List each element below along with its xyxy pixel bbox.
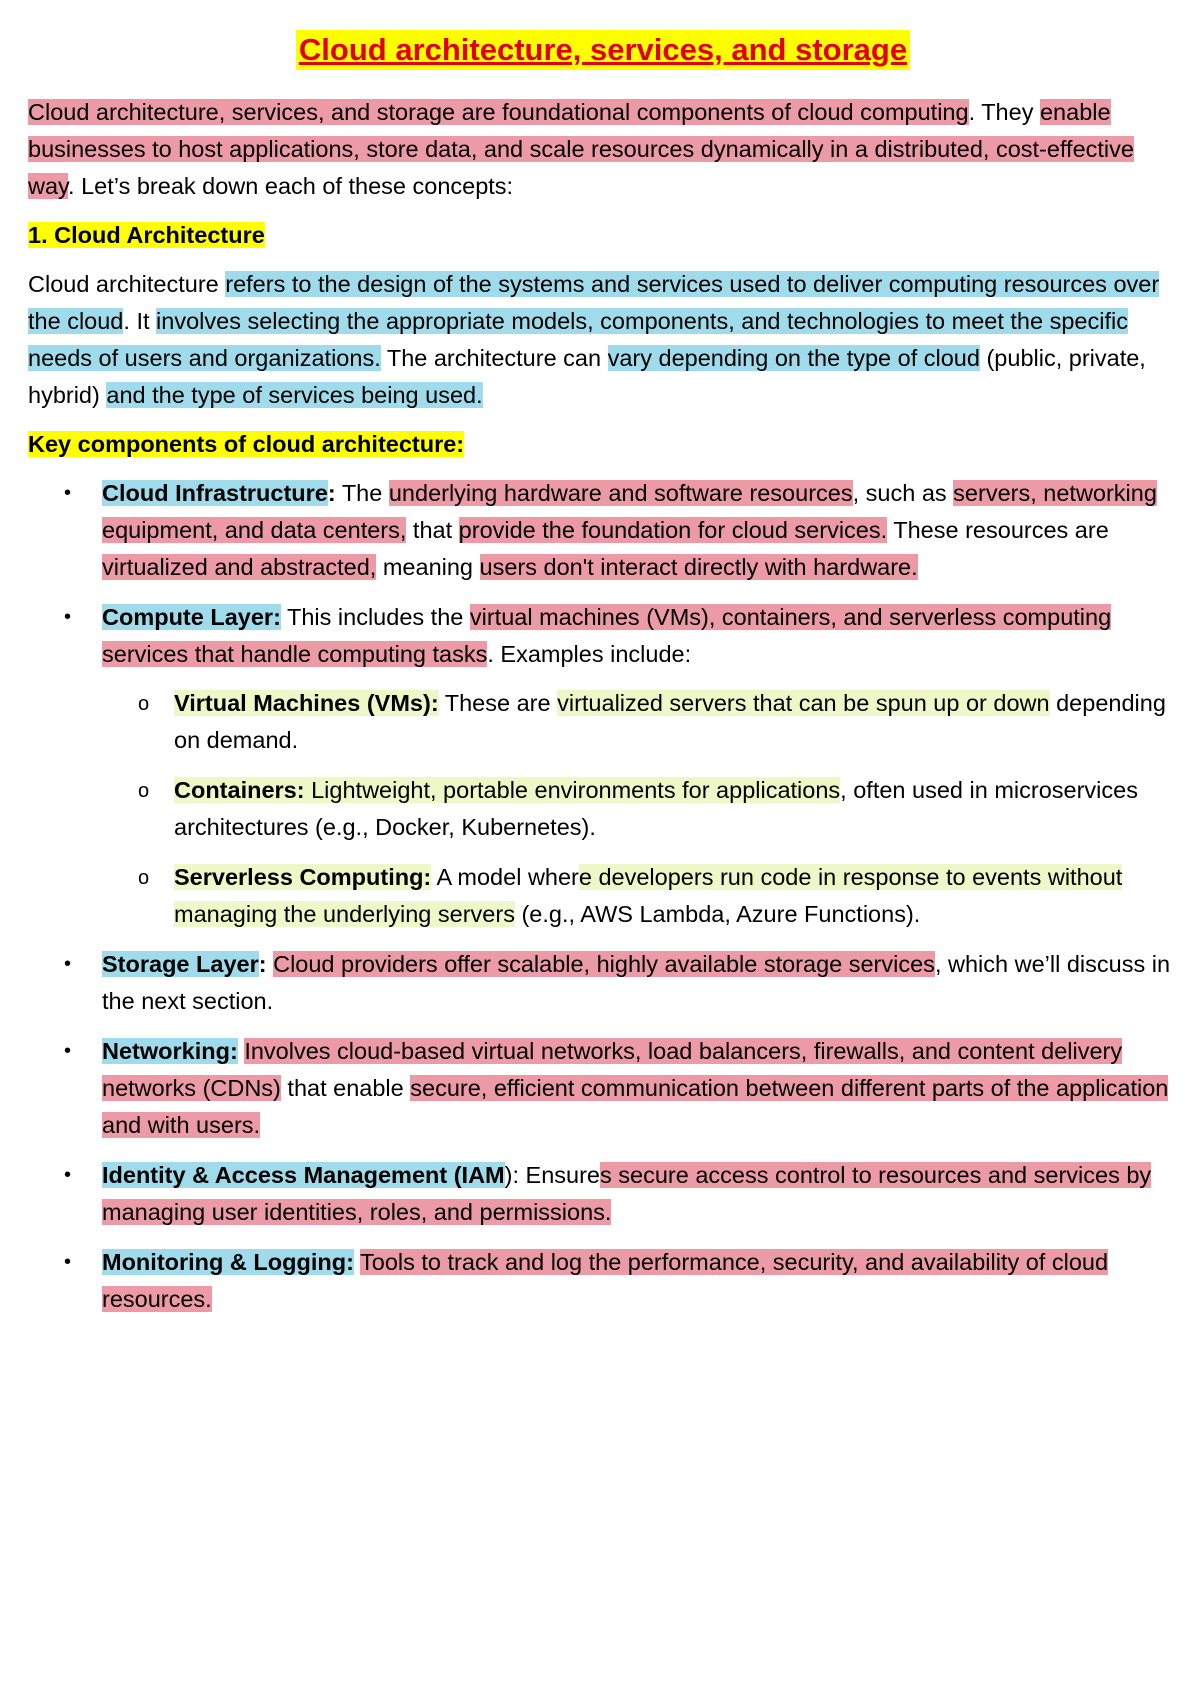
text: . Let’s break down each of these concepts: [68,173,514,199]
term: Virtual Machines (VMs): [174,690,439,716]
bullet: • [64,1040,72,1062]
text: (public, private, hybrid) [28,345,1146,408]
highlight: refers to the design of the systems and services used to deliver computing resources over the cloud [28,271,1160,334]
text: . They [968,99,1040,125]
term: Cloud Infrastructure [102,480,328,506]
bullet: • [64,1251,72,1273]
section-heading-text: 1. Cloud Architecture [28,222,265,248]
highlight: servers, networking equipment, and data centers, [102,480,1157,543]
highlight: involves selecting the appropriate models, components, and technologies to meet the specific needs of users and organizations. [28,308,1128,371]
key-components-heading-text: Key components of cloud architecture: [28,431,465,457]
sub-bullet: o [138,867,150,889]
bullet: • [64,606,72,628]
highlight: Tools to track and log the performance, security, and availability of cloud resources. [102,1249,1109,1312]
text: that [406,517,459,543]
highlight: Lightweight, portable environments for applications [311,777,841,803]
document-page [28,30,1178,1331]
term: Storage Layer [102,951,259,977]
list-item-monitoring-logging [28,1244,1178,1318]
highlight: s secure access control to resources and services by managing user identities, roles, and permissions. [102,1162,1152,1225]
text: . It [123,308,157,334]
architecture-paragraph [28,266,1178,414]
term: Serverless Computing: [174,864,432,890]
text: ): Ensure [504,1162,600,1188]
highlight: secure, efficient communication between different parts of the application and with users. [102,1075,1169,1138]
text: . Examples include: [487,641,692,667]
highlight: virtualized and abstracted, [102,554,377,580]
term: Compute Layer: [102,604,281,630]
highlight: vary depending on the type of cloud [607,345,980,371]
title-container [28,30,1178,70]
sublist-item-virtual-machines [102,685,1178,759]
highlight: enable businesses to host applications, store data, and scale resources dynamically in a distributed, cost-effective way [28,99,1134,199]
text: , often used in microservices architectures (e.g., Docker, Kubernetes). [174,777,1138,840]
text: (e.g., AWS Lambda, Azure Functions). [514,901,921,927]
text: The [335,480,389,506]
term: Identity & Access Management (IAM [102,1162,505,1188]
bullet: • [64,482,72,504]
bullet: • [64,1164,72,1186]
sublist-item-serverless [102,859,1178,933]
key-components-heading [28,426,1178,463]
highlight: virtual machines (VMs), containers, and serverless computing services that handle computing tasks [102,604,1112,667]
highlight: and the type of services being used. [106,382,483,408]
text: that enable [280,1075,411,1101]
highlight: underlying hardware and software resources [388,480,853,506]
text: These resources are [887,517,1109,543]
highlight: Cloud providers offer scalable, highly available storage services [273,951,935,977]
list-item-compute-layer [28,599,1178,933]
highlight: users don't interact directly with hardware. [479,554,918,580]
term-colon: : [327,480,336,506]
text: A model wher [431,864,579,890]
text: These are [438,690,558,716]
text: This includes the [280,604,470,630]
highlight: Cloud architecture, services, and storage are foundational components of cloud computing [28,99,969,125]
section-heading [28,217,1178,254]
term: Networking: [102,1038,238,1064]
sublist-item-containers [102,772,1178,846]
intro-paragraph [28,94,1178,205]
bullet: • [64,953,72,975]
page-title: Cloud architecture, services, and storage [296,30,910,70]
text: Cloud architecture [28,271,226,297]
list-item-networking [28,1033,1178,1144]
components-list [28,475,1178,1318]
list-item-storage-layer [28,946,1178,1020]
compute-sublist [102,685,1178,933]
term: Monitoring & Logging: [102,1249,354,1275]
list-item-cloud-infrastructure [28,475,1178,586]
text: The architecture can [380,345,608,371]
text: depending on demand. [174,690,1166,753]
highlight: Involves cloud-based virtual networks, load balancers, firewalls, and content delivery networks (CDNs) [102,1038,1123,1101]
sub-bullet: o [138,780,150,802]
term-colon: : [258,951,267,977]
sub-bullet: o [138,693,150,715]
text: , such as [852,480,954,506]
highlight: virtualized servers that can be spun up or down [557,690,1050,716]
highlight: e developers run code in response to events without managing the underlying servers [174,864,1123,927]
term: Containers: [174,777,305,803]
list-item-iam [28,1157,1178,1231]
highlight: provide the foundation for cloud services. [458,517,888,543]
text: meaning [376,554,480,580]
text: , which we’ll discuss in the next section. [102,951,1171,1014]
